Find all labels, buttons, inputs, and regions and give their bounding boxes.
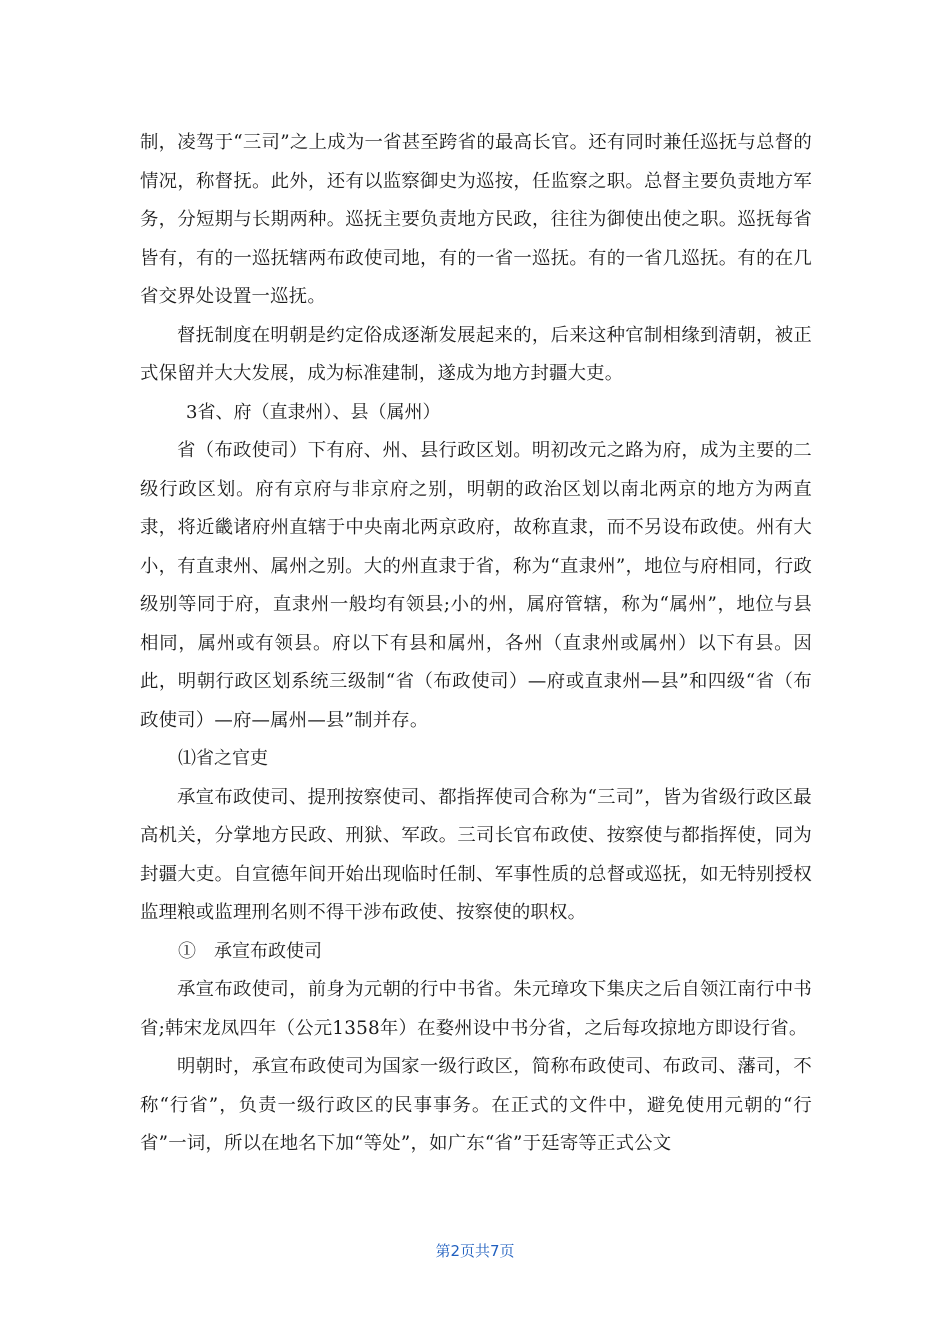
paragraph: 省（布政使司）下有府、州、县行政区划。明初改元之路为府，成为主要的二级行政区划。府有京府与非京府之别，明朝的政治区划以南北两京的地方为两直隶，将近畿诸府州直辖于中央南北两京政府，故称直隶，而不另设布政使。州有大小，有直隶州、属州之别。大的州直隶于省，称为“直隶州”，地位与府相同，行政级别等同于府，直隶州一般均有领县;小的州，属府管辖，称为“属州”，地位与县相同，属州或有领县。府以下有县和属州，各州（直隶州或属州）以下有县。因此，明朝行政区划系统三级制“省（布政使司）—府或直隶州—县”和四级“省（布政使司）—府—属州—县”制并存。 <box>140 440 812 731</box>
section-heading: 3省、府（直隶州）、县（属州） <box>186 401 441 423</box>
page-number-footer: 第2页共7页 <box>435 1242 515 1260</box>
subsection-heading: ① 承宣布政使司 <box>178 940 322 962</box>
paragraph: 承宣布政使司，前身为元朝的行中书省。朱元璋攻下集庆之后自领江南行中书省;韩宋龙凤四年（公元1358年）在婺州设中书分省，之后每攻掠地方即设行省。 <box>140 979 812 1039</box>
paragraph: 承宣布政使司、提刑按察使司、都指挥使司合称为“三司”，皆为省级行政区最高机关，分掌地方民政、刑狱、军政。三司长官布政使、按察使与都指挥使，同为封疆大吏。自宣德年间开始出现临时任制、军事性质的总督或巡抚，如无特别授权监理粮或监理刑名则不得干涉布政使、按察使的职权。 <box>140 786 812 923</box>
subsection-heading: ⑴省之官吏 <box>178 748 268 769</box>
document-body <box>140 124 812 1164</box>
paragraph: 制，凌驾于“三司”之上成为一省甚至跨省的最高长官。还有同时兼任巡抚与总督的情况，称督抚。此外，还有以监察御史为巡按，任监察之职。总督主要负责地方军务，分短期与长期两种。巡抚主要负责地方民政，往往为御使出使之职。巡抚每省皆有，有的一巡抚辖两布政使司地，有的一省一巡抚。有的一省几巡抚。有的在几省交界处设置一巡抚。 <box>140 132 812 307</box>
paragraph: 督抚制度在明朝是约定俗成逐渐发展起来的，后来这种官制相缘到清朝，被正式保留并大大发展，成为标准建制，遂成为地方封疆大吏。 <box>140 324 812 384</box>
paragraph: 明朝时，承宣布政使司为国家一级行政区，简称布政使司、布政司、藩司，不称“行省”，负责一级行政区的民事事务。在正式的文件中，避免使用元朝的“行省”一词，所以在地名下加“等处”，如广东“省”于廷寄等正式公文 <box>140 1056 812 1154</box>
